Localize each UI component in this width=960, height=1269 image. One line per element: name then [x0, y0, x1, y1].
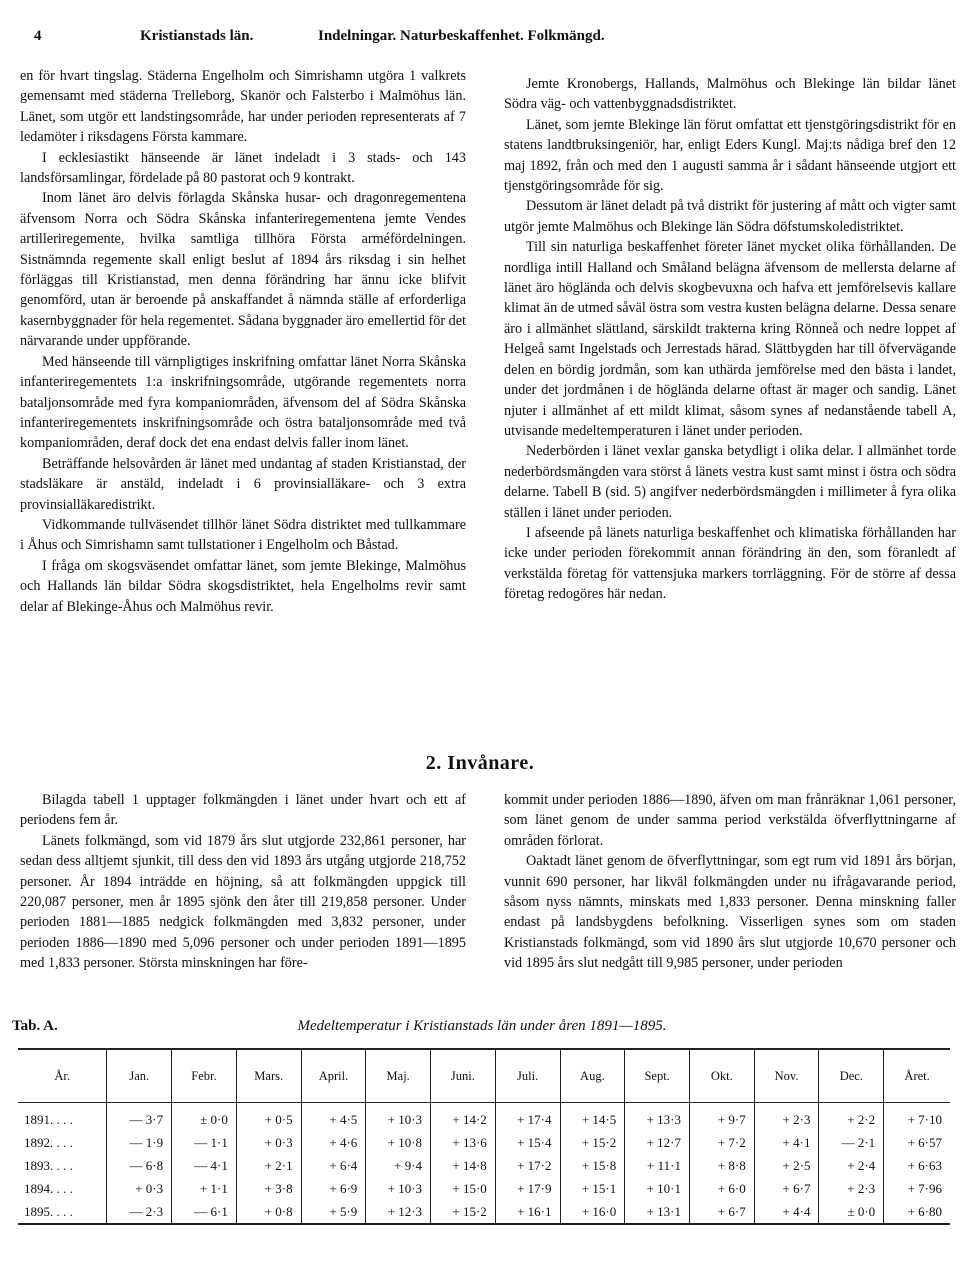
column-header: År.: [18, 1049, 107, 1103]
temperature-cell: — 6·1: [172, 1200, 237, 1224]
table-title: Medeltemperatur i Kristianstads län under åren 1891—1895.: [297, 1018, 667, 1034]
paragraph: Vidkommande tullväsendet tillhör länet Södra distriktet med tullkammare i Åhus och Simrishamn samt tullstationer i Engelholm och Båstad.: [20, 516, 466, 554]
running-title-topics: Indelningar. Naturbeskaffenhet. Folkmängd.: [318, 28, 605, 44]
temperature-cell: + 15·4: [495, 1131, 560, 1154]
year-cell: 1892. . . .: [18, 1131, 107, 1154]
temperature-cell: + 5·9: [301, 1200, 366, 1224]
column-header: Juni.: [431, 1049, 496, 1103]
year-cell: 1894. . . .: [18, 1177, 107, 1200]
column-header: Okt.: [689, 1049, 754, 1103]
temperature-cell: — 2·1: [819, 1131, 884, 1154]
column-header: Dec.: [819, 1049, 884, 1103]
temperature-cell: + 17·9: [495, 1177, 560, 1200]
temperature-cell: + 15·0: [431, 1177, 496, 1200]
temperature-cell: + 15·8: [560, 1154, 625, 1177]
column-header: Maj.: [366, 1049, 431, 1103]
table-row: [18, 1103, 950, 1132]
temperature-cell: + 2·5: [754, 1154, 819, 1177]
section2-left-column: [20, 790, 466, 974]
temperature-cell: + 10·3: [366, 1103, 431, 1132]
temperature-cell: + 0·3: [107, 1177, 172, 1200]
temperature-cell: + 9·7: [689, 1103, 754, 1132]
temperature-table: [18, 1048, 950, 1225]
temperature-cell: + 1·1: [172, 1177, 237, 1200]
temperature-cell: — 1·9: [107, 1131, 172, 1154]
section2-right-column: [504, 790, 956, 974]
temperature-cell: + 6·0: [689, 1177, 754, 1200]
temperature-cell: + 16·0: [560, 1200, 625, 1224]
column-header: Jan.: [107, 1049, 172, 1103]
temperature-cell: + 6·63: [884, 1154, 950, 1177]
temperature-cell: — 3·7: [107, 1103, 172, 1132]
temperature-cell: + 4·5: [301, 1103, 366, 1132]
column-header: Nov.: [754, 1049, 819, 1103]
year-cell: 1893. . . .: [18, 1154, 107, 1177]
paragraph: Bilagda tabell 1 upptager folkmängden i länet under hvart och ett af periodens fem år.: [20, 792, 466, 829]
temperature-cell: + 0·8: [236, 1200, 301, 1224]
temperature-cell: + 16·1: [495, 1200, 560, 1224]
table-row: [18, 1200, 950, 1224]
temperature-cell: + 15·2: [560, 1131, 625, 1154]
paragraph: I ecklesiastikt hänseende är länet indeladt i 3 stads- och 143 landsförsamlingar, fördelade på 80 pastorat och 9 kontrakt.: [20, 149, 466, 187]
temperature-cell: + 4·6: [301, 1131, 366, 1154]
temperature-cell: ± 0·0: [172, 1103, 237, 1132]
temperature-cell: + 0·5: [236, 1103, 301, 1132]
temperature-cell: + 6·9: [301, 1177, 366, 1200]
paragraph: Oaktadt länet genom de öfverflyttningar, som egt rum vid 1891 års början, vunnit 690 personer, har likväl folkmängden under nu ifrågavarande period, såsom nyss nämnts, minskats med 1,833 personer. Denna minskning faller endast på landsbygdens befolkning. Visserligen synes som om staden Kristianstads folkmängd, som vid 1890 års slut utgjorde 10,670 personer och vid 1895 års slut nedgått till 9,985 personer, under perioden: [504, 853, 956, 972]
temperature-cell: — 6·8: [107, 1154, 172, 1177]
paragraph: Länet, som jemte Blekinge län förut omfattat ett tjenstgöringsdistrikt för en statens landtbruksingeniör, har, enligt Eders Kungl. Maj:ts nådiga bref den 12 maj 1892, från och med den 1 augusti samma år i sådant hänseende utgjort ett tjenstgöringsområde för sig.: [504, 116, 956, 195]
table-caption: [12, 1018, 952, 1040]
temperature-cell: + 4·1: [754, 1131, 819, 1154]
table-row: [18, 1131, 950, 1154]
paragraph: Inom länet äro delvis förlagda Skånska husar- och dragonregementena äfvensom Norra och Södra Skånska infanteriregementena jemte Vendes artilleriregemente, hvilka samtliga tillhöra Första arméfördelningen. Sistnämnda regemente skall enligt beslut af 1894 års riksdag i sin helhet förläggas till Kristianstad, men denna förändring har ännu icke blifvit genomförd, utan är beroende på anskaffandet å nämnda ställe af erforderliga kasernbyggnader för hela regementet. Sådana byggnader äro emellertid för det närvarande under uppförande.: [20, 190, 466, 350]
column-header: Aug.: [560, 1049, 625, 1103]
paragraph: I afseende på länets naturliga beskaffenhet och klimatiska förhållanden har icke under perioden förekommit annan förändring än den, som föranledt af verkstälda företag för vattensjuka markers torrläggning. För de större af dessa företag redogöres här nedan.: [504, 524, 956, 603]
paragraph: kommit under perioden 1886—1890, äfven om man frånräknar 1,061 personer, som länet genom de under samma period verkstälda öfverflyttningarne af områden förlorat.: [504, 792, 956, 849]
section1-right-column: [504, 74, 956, 605]
section-title: 2. Invånare.: [425, 752, 535, 774]
temperature-cell: + 4·4: [754, 1200, 819, 1224]
temperature-cell: + 13·6: [431, 1131, 496, 1154]
section1-left-column: [20, 66, 466, 617]
table-row: [18, 1177, 950, 1200]
temperature-cell: + 6·7: [754, 1177, 819, 1200]
temperature-cell: + 0·3: [236, 1131, 301, 1154]
temperature-cell: ± 0·0: [819, 1200, 884, 1224]
temperature-cell: + 6·7: [689, 1200, 754, 1224]
temperature-cell: + 14·8: [431, 1154, 496, 1177]
running-title-county: Kristianstads län.: [140, 28, 254, 44]
temperature-cell: + 7·2: [689, 1131, 754, 1154]
temperature-cell: + 14·5: [560, 1103, 625, 1132]
temperature-cell: + 6·4: [301, 1154, 366, 1177]
paragraph: I fråga om skogsväsendet omfattar länet, som jemte Blekinge, Malmöhus och Hallands län bildar Södra skogsdistriktet, hela Engelholms revir samt delar af Blekinge-Åhus och Malmöhus revir.: [20, 557, 466, 615]
paragraph: Länets folkmängd, som vid 1879 års slut utgjorde 232,861 personer, har sedan dess alltjemt sjunkit, till dess den vid 1893 års utgång utgjorde 218,752 personer. År 1894 inträdde en höjning, så att folkmängden uppgick till 220,087 personer, men år 1895 sjönk den åter till 219,858 personer. Under perioden 1881—1885 nedgick folkmängden med 3,832 personer, under perioden 1886—1890 med 5,096 personer och under perioden 1891—1895 med 1,833 personer. Största minskningen har före-: [20, 832, 466, 972]
temperature-cell: + 2·1: [236, 1154, 301, 1177]
paragraph: Beträffande helsovården är länet med undantag af staden Kristianstad, der stadsläkare är anstäld, indeladt i 6 provinsialläkare- och 3 extra provinsialläkaredistrikt.: [20, 455, 466, 513]
temperature-cell: + 6·57: [884, 1131, 950, 1154]
temperature-cell: + 14·2: [431, 1103, 496, 1132]
paragraph: en för hvart tingslag. Städerna Engelholm och Simrishamn utgöra 1 valkrets gemensamt med städerna Trelleborg, Skanör och Falsterbo i Malmöhus län. Länet, som utgör ett landstingsområde, har under perioden representerats af 7 ledamöter i riksdagens Första kammare.: [20, 68, 466, 146]
page-header: [0, 28, 960, 52]
temperature-cell: + 2·3: [819, 1177, 884, 1200]
temperature-cell: + 17·2: [495, 1154, 560, 1177]
temperature-cell: — 1·1: [172, 1131, 237, 1154]
temperature-cell: + 17·4: [495, 1103, 560, 1132]
temperature-cell: + 7·10: [884, 1103, 950, 1132]
column-header: Febr.: [172, 1049, 237, 1103]
temperature-cell: + 11·1: [625, 1154, 690, 1177]
column-header: Juli.: [495, 1049, 560, 1103]
paragraph: Nederbörden i länet vexlar ganska betydligt i olika delar. I allmänhet torde nederbördsmängden vara störst å länets vestra kust samt minst i östra och södra delarne. Tabell B (sid. 5) angifver nederbördsmängden i millimeter å fyra olika ställen i länet under perioden.: [504, 443, 956, 521]
table-header-row: [18, 1049, 950, 1103]
temperature-cell: — 4·1: [172, 1154, 237, 1177]
page-number: 4: [34, 28, 42, 44]
year-cell: 1891. . . .: [18, 1103, 107, 1132]
temperature-cell: + 12·7: [625, 1131, 690, 1154]
temperature-cell: + 13·1: [625, 1200, 690, 1224]
column-header: April.: [301, 1049, 366, 1103]
temperature-cell: + 7·96: [884, 1177, 950, 1200]
temperature-cell: + 2·3: [754, 1103, 819, 1132]
temperature-cell: — 2·3: [107, 1200, 172, 1224]
temperature-cell: + 10·1: [625, 1177, 690, 1200]
paragraph: Dessutom är länet deladt på två distrikt för justering af mått och vigter samt utgör jemte Malmöhus och Blekinge län Södra döfstumskoledistriktet.: [504, 198, 956, 235]
paragraph: Till sin naturliga beskaffenhet företer länet mycket olika förhållanden. De nordliga intill Halland och Småland belägna äfvensom de mellersta delarne af länet äro högländа och delvis skogbevuxna och hafva ett jemförelsevis kallare klimat än de utmed såväl östra som vestra kusten belägna delarne. Dessa senare äro i allmänhet slättland, särskildt trakterna kring Rönneå och nedre loppet af Helgeå samt Ingelstads och Jerrestads härad. Slättbygden har till öfvervägande delen en bördig jordmån, som kan uthärda jemförelse med den bästa i landet, under det jordmånen i de högländа delarne oftast är mager och sandig. Länet njuter i allmänhet af ett mildt klimat, såsom synes af nedanstående tabell A, utvisande medeltemperaturen i länet under perioden.: [504, 239, 956, 439]
temperature-cell: + 10·3: [366, 1177, 431, 1200]
temperature-cell: + 3·8: [236, 1177, 301, 1200]
temperature-cell: + 8·8: [689, 1154, 754, 1177]
column-header: Året.: [884, 1049, 950, 1103]
temperature-cell: + 15·2: [431, 1200, 496, 1224]
temperature-cell: + 6·80: [884, 1200, 950, 1224]
temperature-cell: + 9·4: [366, 1154, 431, 1177]
column-header: Sept.: [625, 1049, 690, 1103]
paragraph: Med hänseende till värnpligtiges inskrifning omfattar länet Norra Skånska infanteriregementets 1:a inskrifningsområde, utgörande regementets norra bataljonsområde med fyra kompaniområden, äfvensom del af Södra Skånska infanteriregementets inskrifningsområde och östra bataljonsområde med två kompaniområden, deraf dock det ena endast delvis faller inom länet.: [20, 353, 466, 452]
temperature-cell: + 13·3: [625, 1103, 690, 1132]
table-label: Tab. A.: [12, 1018, 58, 1034]
temperature-cell: + 15·1: [560, 1177, 625, 1200]
column-header: Mars.: [236, 1049, 301, 1103]
temperature-cell: + 10·8: [366, 1131, 431, 1154]
year-cell: 1895. . . .: [18, 1200, 107, 1224]
table-row: [18, 1154, 950, 1177]
temperature-cell: + 2·2: [819, 1103, 884, 1132]
paragraph: Jemte Kronobergs, Hallands, Malmöhus och Blekinge län bildar länet Södra väg- och vattenbyggnadsdistriktet.: [504, 76, 956, 113]
temperature-cell: + 2·4: [819, 1154, 884, 1177]
temperature-cell: + 12·3: [366, 1200, 431, 1224]
